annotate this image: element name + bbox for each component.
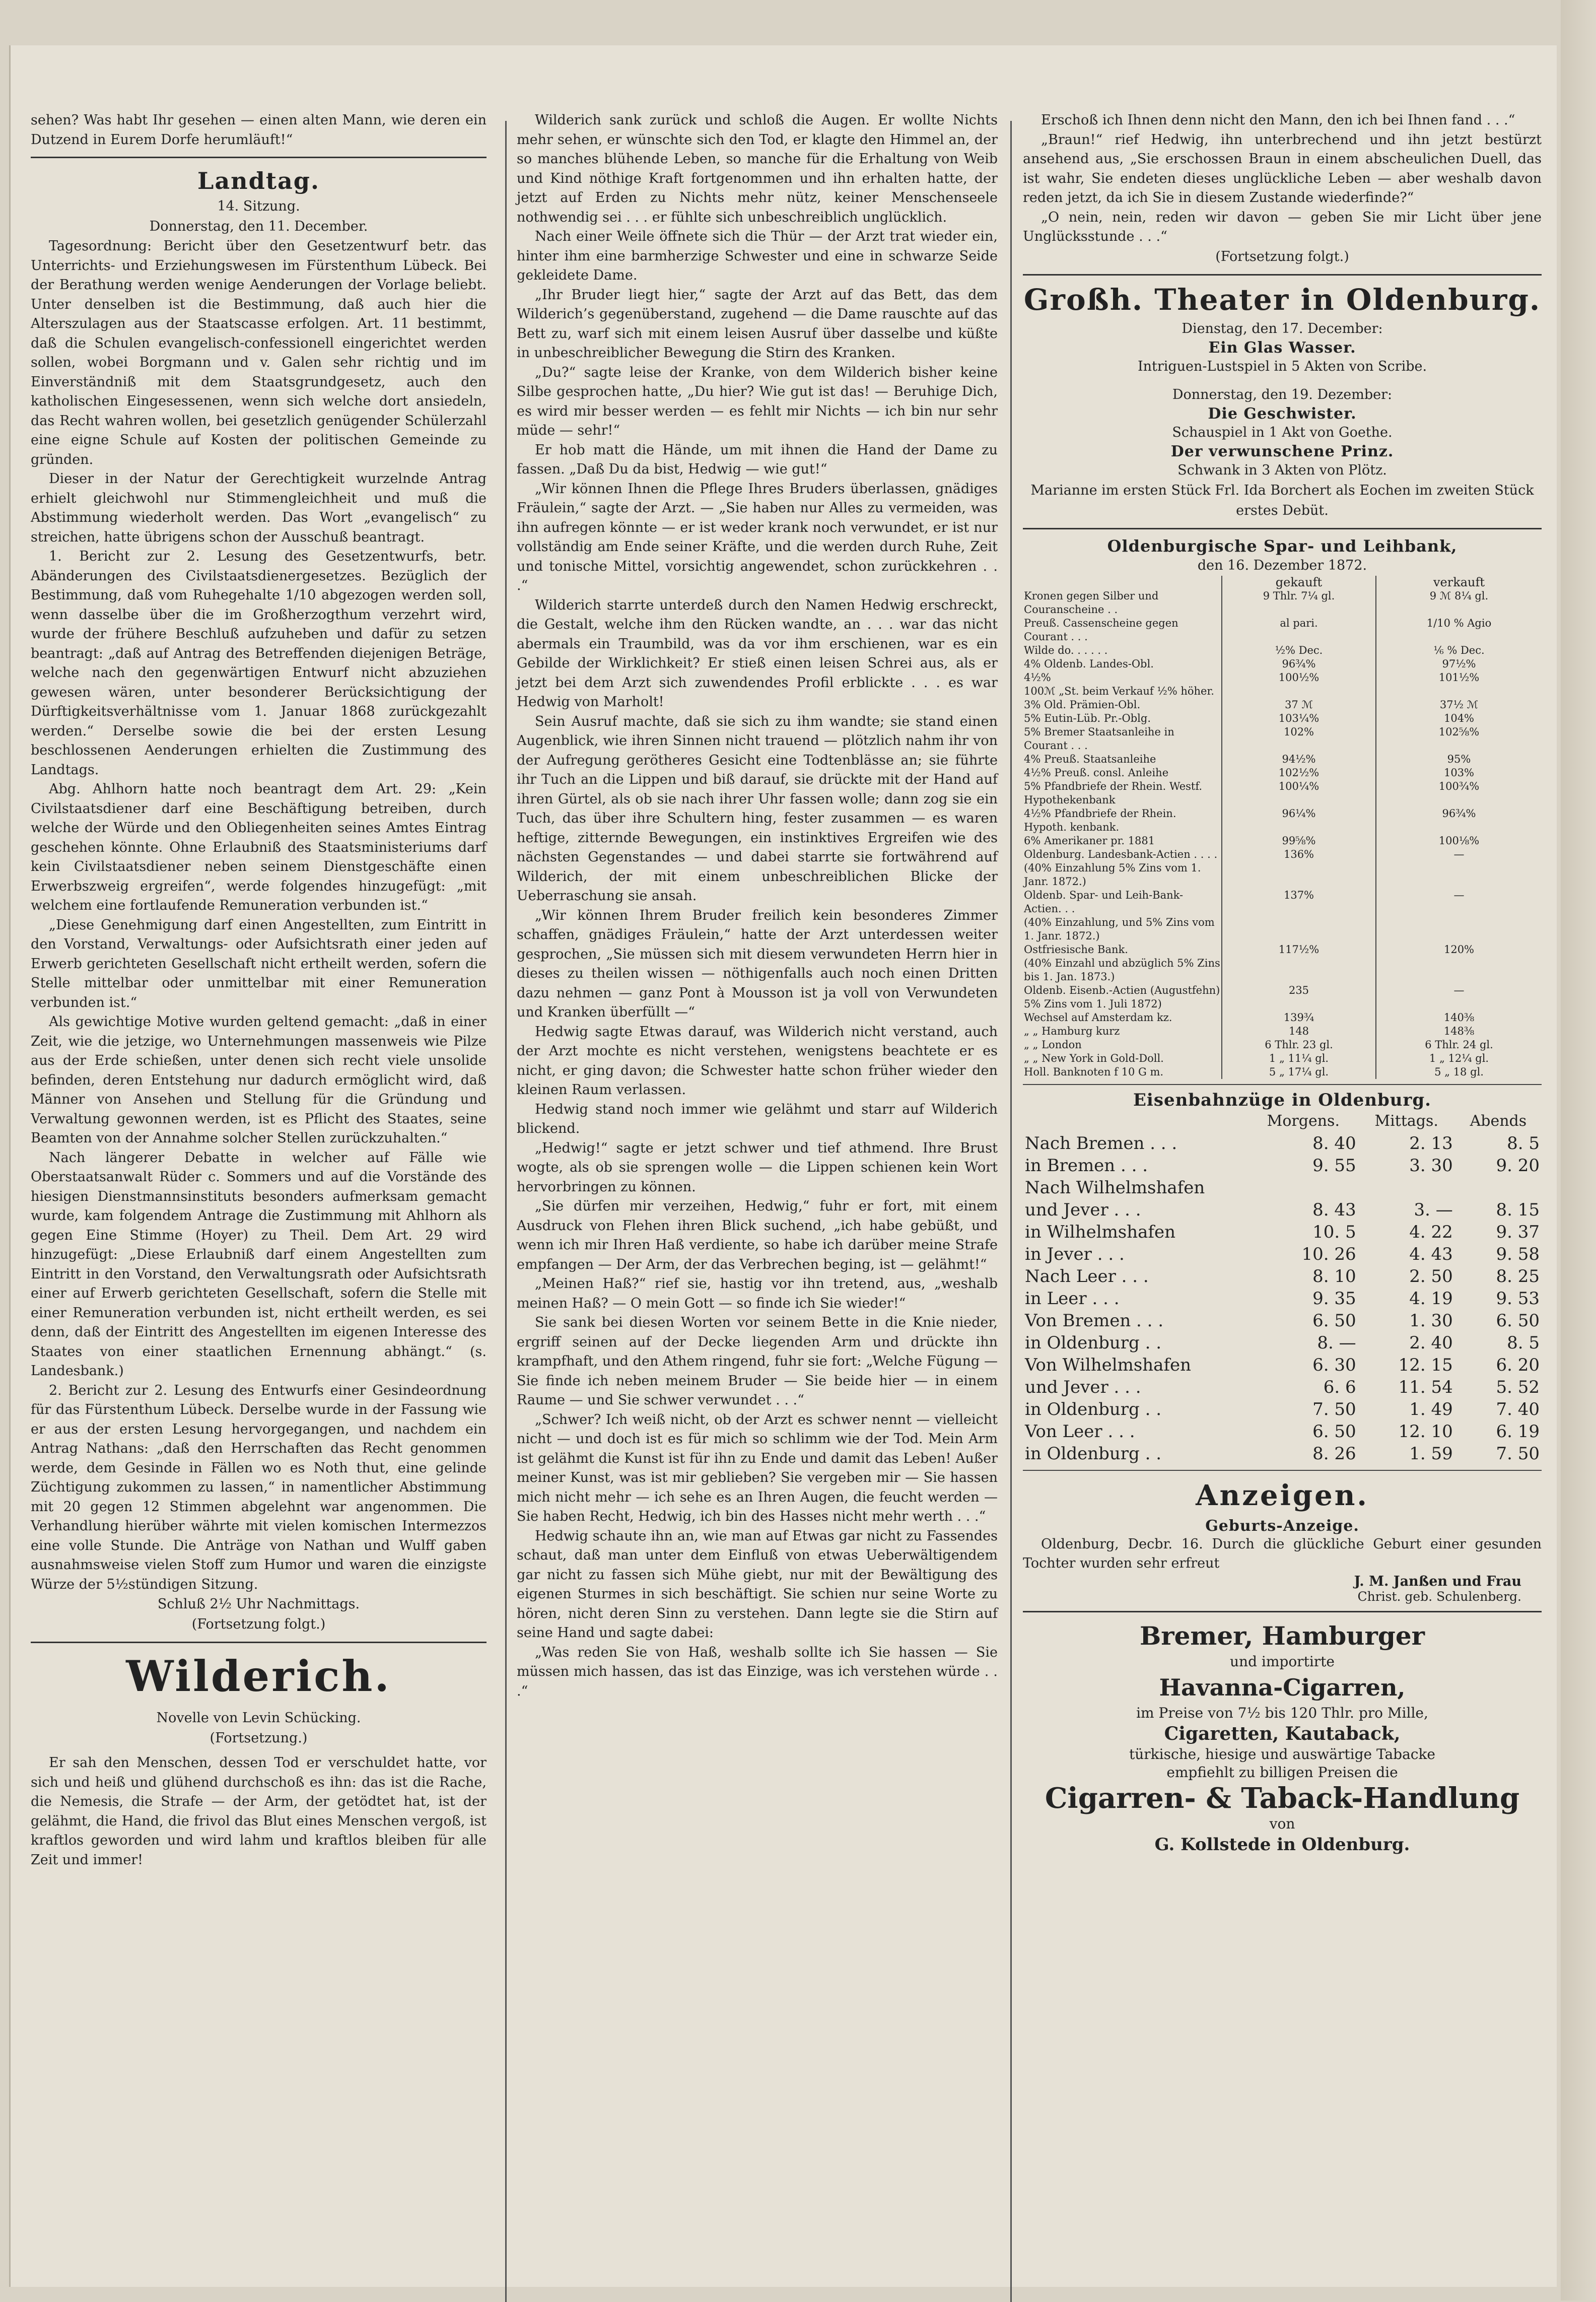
bank-rate-row [1023, 1025, 1542, 1038]
bank-bought-rate: 139¾ [1222, 1011, 1376, 1025]
novel-paragraph: Sie sank bei diesen Worten vor seinem Bette in die Knie nieder, ergriff seinen auf der Decke liegenden Arm und drückte ihn krampfhaft, und den Athem ringend, fuhr sie fort: „Welche Fügung — Sie finde ich neben meinem Bruder — Sie beide hier — in einem Raume — und Sie schwer verwundet . . .“ [517, 1315, 998, 1408]
bank-rate-row [1023, 657, 1542, 671]
bank-rate-row [1023, 589, 1542, 617]
novel-byline: Novelle von Levin Schücking. [156, 1710, 361, 1726]
train-row [1023, 1332, 1542, 1354]
bank-security-name: (40% Einzahl und abzüglich 5% Zins bis 1. Jan. 1873.) [1023, 957, 1222, 984]
train-row [1023, 1420, 1542, 1443]
novel-paragraph: „Hedwig!“ sagte er jetzt schwer und tief athmend. Ihre Brust wogte, als ob sie sprengen wolle — die Lippen schienen kein Wort hervorbringen zu können. [517, 1140, 998, 1195]
landtag-paragraph: 2. Bericht zur 2. Lesung des Entwurfs einer Gesindeordnung für das Fürstenthum Lübeck. Derselbe wurde in der Fassung wie er aus der ersten Lesung hervorgegangen, und nachdem ein Antrag Nathans: „daß den Herrschaften das Recht genommen werde, dem Gesinde in Fällen wo es Noth thut, eine gelinde Züchtigung zukommen zu lassen,“ in namentlicher Abstimmung mit 20 gegen 12 Stimmen abgelehnt war angenommen. Die Verhandlung hierüber währte mit vielen komischen Intermezzos eine volle Stunde. Die Anträge von Nathan und Wulff gaben ausnahmsweise vielen Stoff zum Humor und waren die einzigste Würze der 5½stündigen Sitzung. [31, 1382, 487, 1592]
train-time-morning: 8. 10 [1312, 1266, 1356, 1287]
landtag-title: Landtag. [197, 167, 320, 194]
bank-rate-row [1023, 671, 1542, 685]
landtag-paragraph: 1. Bericht zur 2. Lesung des Gesetzentwurfs, betr. Abänderungen des Civilstaatsdienergesetzes. Bezüglich der Bestimmung, daß vom Ruhegehalte 1/10 abgezogen werden soll, wenn dasselbe über die im Großherzogthum verzehrt wird, wurde der frühere Beschluß aufzuheben und dafür zu setzen beantragt: „daß auf Antrag des Betreffenden diejenigen Beträge, welche nach den gegenwärtigen Entwurf nicht abzuziehen gewesen wären, unter besonderer Berücksichtigung der Dürftigkeitsverhältnisse vom 1. Januar 1868 zurückgezahlt werden.“ Derselbe sowie die bei der ersten Lesung beschlossenen Aenderungen erhielten die Zustimmung des Landtags. [31, 549, 487, 778]
bank-security-name: (40% Einzahlung 5% Zins vom 1. Janr. 1872.) [1023, 861, 1222, 889]
theater-date-1: Dienstag, den 17. December: [1182, 320, 1383, 336]
train-row [1023, 1398, 1542, 1420]
train-header-morning: Morgens. [1267, 1112, 1340, 1130]
train-time-evening: 9. 58 [1496, 1244, 1540, 1264]
bank-rate-row [1023, 1011, 1542, 1025]
bank-date: den 16. Dezember 1872. [1197, 557, 1367, 573]
bank-bought-rate: 235 [1222, 984, 1376, 1011]
train-time-evening [1455, 1177, 1542, 1199]
novel-paragraph: „Meinen Haß?“ rief sie, hastig vor ihn tretend, aus, „weshalb meinen Haß? — O mein Gott — so finde ich Sie wieder!“ [517, 1276, 998, 1311]
train-time-noon: 4. 22 [1409, 1222, 1453, 1242]
theater-play-1: Ein Glas Wasser. [1208, 338, 1356, 357]
novel-continued: (Fortsetzung folgt.) [1215, 248, 1349, 264]
section-rule [1023, 1611, 1542, 1612]
bank-security-name: 3% Old. Prämien-Obl. [1023, 698, 1222, 712]
train-station: Nach Leer . . . [1025, 1266, 1149, 1287]
bank-sold-rate: 140⅜ [1443, 1011, 1475, 1024]
novel-paragraph: Erschoß ich Ihnen denn nicht den Mann, den ich bei Ihnen fand . . .“ [1041, 112, 1515, 128]
bank-security-name: Oldenb. Eisenb.-Actien (Augustfehn) 5% Zins vom 1. Juli 1872) [1023, 984, 1222, 1011]
cigar-ad-line: von [1269, 1815, 1295, 1832]
bank-bought-rate [1222, 685, 1376, 698]
bank-rate-row [1023, 957, 1542, 984]
train-time-evening: 7. 50 [1496, 1443, 1540, 1464]
novel-paragraph: „Du?“ sagte leise der Kranke, von dem Wilderich bisher keine Silbe gesprochen hatte, „Du hier? Wie gut ist das! — Beruhige Dich, es wird mir besser werden — es fehlt mir Nichts — ich bin nur sehr müde — sehr!“ [517, 364, 998, 438]
train-station: in Oldenburg . . [1025, 1443, 1162, 1464]
bank-rate-row [1023, 889, 1542, 916]
bank-rate-row [1023, 807, 1542, 834]
theater-play-2-desc: Schauspiel in 1 Akt von Goethe. [1172, 424, 1393, 440]
landtag-closing: Schluß 2½ Uhr Nachmittags. [157, 1596, 360, 1612]
novel-paragraph: Er hob matt die Hände, um mit ihnen die Hand der Dame zu fassen. „Daß Du da bist, Hedwig — wie gut!“ [517, 442, 998, 477]
train-time-morning: 7. 50 [1312, 1399, 1356, 1419]
novel-continuation-note: (Fortsetzung.) [210, 1730, 308, 1746]
bank-security-name: 4½% [1023, 671, 1222, 685]
bank-sold-rate: 9 ℳ 8¼ gl. [1429, 589, 1489, 602]
train-time-morning: 8. 43 [1312, 1199, 1356, 1220]
theater-play-3: Der verwunschene Prinz. [1170, 442, 1394, 460]
ads-title: Anzeigen. [1196, 1478, 1369, 1512]
bank-sold-rate [1376, 685, 1542, 698]
train-station: Nach Wilhelmshafen [1025, 1177, 1205, 1198]
bank-sold-rate: 5 „ 18 gl. [1434, 1065, 1484, 1078]
train-row [1023, 1199, 1542, 1221]
bank-bought-rate: 102% [1222, 725, 1376, 753]
novel-paragraph: „Ihr Bruder liegt hier,“ sagte der Arzt auf das Bett, das dem Wilderich’s gegenüberstand, zugehend — die Dame rauschte auf das Bett zu, warf sich mit einem leisen Ausruf über dasselbe und küßte in unbeschreiblicher Bewegung die Stirn des Kranken. [517, 287, 998, 361]
bank-bought-rate: 99⅝% [1222, 834, 1376, 848]
landtag-paragraph: Tagesordnung: Bericht über den Gesetzentwurf betr. das Unterrichts- und Erziehungswesen im Fürstenthum Lübeck. Bei der Berathung werden wenige Aenderungen der Vorlage beliebt. Unter denselben ist die Bestimmung, daß auch hier die Alterszulagen aus der Staatscasse erfolgen. Art. 11 bestimmt, daß die Schulen evangelisch-confessionell eingerichtet werden sollen, wobei Borgmann und v. Galen sehr richtig und im Einverständniß mit dem Staatsgrundgesetz, auch den katholischen Eingesessenen, wenn sich welche dort ansiedeln, das Recht wahren wollen, bei gesetzlich genügender Schülerzahl eine eigne Schule auf Kosten der politischen Gemeinde zu gründen. [31, 238, 487, 467]
section-rule [1023, 528, 1542, 529]
lead-in-text: sehen? Was habt Ihr gesehen — einen alten Mann, wie deren ein Dutzend in Eurem Dorfe herumläuft!“ [31, 112, 487, 148]
bank-bought-rate: ½% Dec. [1222, 644, 1376, 657]
section-rule [1023, 1084, 1542, 1085]
train-time-morning: 10. 26 [1301, 1244, 1356, 1264]
bank-bought-rate: 37 ℳ [1222, 698, 1376, 712]
cigar-ad-line: Bremer, Hamburger [1140, 1620, 1425, 1651]
train-time-noon: 1. 30 [1409, 1310, 1453, 1331]
bank-bought-rate: 100¼% [1222, 780, 1376, 807]
column-2 [517, 111, 998, 1701]
bank-security-name: Holl. Banknoten f 10 G m. [1023, 1065, 1222, 1079]
bank-bought-rate: 96¾% [1222, 657, 1376, 671]
novel-paragraph: „Was reden Sie von Haß, weshalb sollte ich Sie hassen — Sie müssen mich hassen, das ist das Einzige, was ich verstehen würde . . .“ [517, 1644, 998, 1699]
novel-paragraph: Sein Ausruf machte, daß sie sich zu ihm wandte; sie stand einen Augenblick, wie ihren Sinnen nicht trauend — plötzlich nahm ihr von der Aufregung gerötheres Gesicht eine Todtenblässe an; sie führte ihr Tuch an die Lippen und biß darauf, sie drückte mit der Hand auf ihren Gürtel, als ob sie nach ihrer Uhr fassen wolle; dann zog sie ein Tuch, das über ihre Schultern hing, fester zusammen — es waren heftige, zitternde Bewegungen, ein instinktives Ergreifen wie des nächsten Gegenstandes — und dabei starrte sie fortwährend auf Wilderich, der mit einem unbeschreiblichen Blicke der Ueberraschung sie ansah. [517, 713, 998, 904]
cigar-ad-line: G. Kollstede in Oldenburg. [1154, 1834, 1410, 1855]
train-station: Von Leer . . . [1025, 1421, 1135, 1442]
bank-bought-rate: 136% [1222, 848, 1376, 861]
bank-bought-rate: 94½% [1222, 753, 1376, 766]
bank-sold-rate: — [1453, 848, 1465, 860]
bank-sold-rate: 102⅝% [1438, 725, 1480, 738]
bank-bought-rate: 100½% [1222, 671, 1376, 685]
bank-security-name: Wechsel auf Amsterdam kz. [1023, 1011, 1222, 1025]
bank-rates [1023, 536, 1542, 1079]
bank-bought-rate: 5 „ 17¼ gl. [1222, 1065, 1376, 1079]
bank-security-name: „ „ New York in Gold-Doll. [1023, 1052, 1222, 1065]
bank-rate-row [1023, 780, 1542, 807]
novel-paragraph: „O nein, nein, reden wir davon — geben Sie mir Licht über jene Unglücksstunde . . .“ [1023, 209, 1542, 244]
section-rule [1023, 1470, 1542, 1471]
train-row [1023, 1443, 1542, 1465]
bank-bought-rate: 1 „ 11¼ gl. [1222, 1052, 1376, 1065]
train-time-noon: 2. 50 [1409, 1266, 1453, 1287]
cigar-ad-line: türkische, hiesige und auswärtige Tabacke [1129, 1745, 1435, 1763]
train-row [1023, 1221, 1542, 1243]
birth-notice-text: Oldenburg, Decbr. 16. Durch die glückliche Geburt einer gesunden Tochter wurden sehr erfreut [1023, 1536, 1542, 1571]
bank-bought-rate [1222, 916, 1376, 943]
train-time-noon: 3. — [1414, 1199, 1453, 1220]
train-row [1023, 1132, 1542, 1155]
bank-security-name: 5% Pfandbriefe der Rhein. Westf. Hypothekenbank [1023, 780, 1222, 807]
cigar-ad-line: Havanna-Cigarren, [1159, 1673, 1406, 1701]
bank-security-name: Oldenburg. Landesbank-Actien . . . . [1023, 848, 1222, 861]
train-row [1023, 1376, 1542, 1398]
train-time-noon: 2. 13 [1409, 1133, 1453, 1154]
birth-notice-signature-2: Christ. geb. Schulenberg. [1357, 1589, 1521, 1604]
bank-header-bought: gekauft [1222, 576, 1376, 589]
novel-paragraph: „Sie dürfen mir verzeihen, Hedwig,“ fuhr er fort, mit einem Ausdruck von Flehen ihren Blick suchend, „ich habe gebüßt, und wenn ich mir Ihren Haß verdiente, so habe ich darüber meine Strafe empfangen — Der Arm, der das Verbrechen beging, ist — gelähmt!“ [517, 1198, 998, 1272]
bank-sold-rate: 104% [1443, 712, 1475, 724]
train-station: Von Wilhelmshafen [1025, 1355, 1192, 1375]
train-station: in Bremen . . . [1025, 1155, 1148, 1176]
page-edge-strip [1561, 0, 1596, 2300]
landtag-paragraph: „Diese Genehmigung darf einen Angestellten, zum Eintritt in den Vorstand, Verwaltungs- oder Aufsichtsrath einer jeden auf Erwerb gerichteten Gesellschaft nicht ertheilt werden, sofern die Stelle mittelbar oder unmittelbar mit einer Remuneration verbunden ist.“ [31, 917, 487, 1010]
train-time-evening: 9. 37 [1496, 1222, 1540, 1242]
bank-security-name: 4% Oldenb. Landes-Obl. [1023, 657, 1222, 671]
theater-play-2: Die Geschwister. [1208, 404, 1357, 423]
bank-sold-rate: 120% [1443, 943, 1475, 956]
bank-sold-rate: 148⅜ [1443, 1025, 1475, 1037]
novel-paragraph: Wilderich starrte unterdeß durch den Namen Hedwig erschreckt, die Gestalt, welche ihm den Rücken wandte, an . . . war das nicht abermals ein Traumbild, was da vor ihm erschienen, war es ein Gebilde der Wirklichkeit? Er stieß einen leisen Schrei aus, als er jetzt bei dem Arzt sich zuwendendes Profil erblickte . . . es war Hedwig von Marholt! [517, 597, 998, 710]
bank-bought-rate: 96¼% [1222, 807, 1376, 834]
bank-bought-rate [1222, 957, 1376, 984]
bank-sold-rate [1376, 916, 1542, 943]
train-time-morning: 9. 55 [1312, 1155, 1356, 1176]
bank-rate-row [1023, 685, 1542, 698]
bank-security-name: (40% Einzahlung, und 5% Zins vom 1. Janr. 1872.) [1023, 916, 1222, 943]
novel-paragraph: „Schwer? Ich weiß nicht, ob der Arzt es schwer nennt — vielleicht nicht — und doch ist es für mich so schlimm wie der Tod. Mein Arm ist gelähmt die Kunst ist für ihn zu Ende und damit das Leben! Außer meiner Kunst, was ist mir geblieben? Sie vergeben mir — Sie hassen mich nicht mehr — ich sehe es an Ihren Augen, die feucht werden — Sie haben Recht, Hedwig, ich bin des Hasses nicht mehr werth . . .“ [517, 1411, 998, 1524]
bank-security-name: Wilde do. . . . . . [1023, 644, 1222, 657]
bank-rate-rows [1023, 589, 1542, 1079]
landtag-session: 14. Sitzung. [217, 198, 300, 214]
bank-sold-rate: 95% [1447, 753, 1471, 765]
bank-bought-rate: 137% [1222, 889, 1376, 916]
landtag-paragraph: Abg. Ahlhorn hatte noch beantragt dem Art. 29: „Kein Civilstaatsdiener darf eine Beschäftigung betreiben, durch welche der Würde und den Obliegenheiten seines Amtes Eintrag geschehen könnte. Ohne Erlaubniß des Staatsministeriums darf kein Civilstaatsdiener neben seinem Dienstgeschäfte einen Erwerbszweig ergreifen“, werde folgendes hinzugefügt: „mit welchem eine fortlaufende Remuneration verbunden ist.“ [31, 781, 487, 913]
train-time-noon: 12. 10 [1398, 1421, 1453, 1442]
bank-rate-row [1023, 644, 1542, 657]
train-station: in Jever . . . [1025, 1244, 1125, 1264]
bank-rate-row [1023, 698, 1542, 712]
novel-paragraph: Hedwig sagte Etwas darauf, was Wilderich nicht verstand, auch der Arzt mochte es nicht verstehen, wenigstens beachtete er es nicht, er ging davon; die Schwester hatte schon früher wieder den kleinen Raum verlassen. [517, 1024, 998, 1098]
bank-rate-row [1023, 1065, 1542, 1079]
train-station: in Leer . . . [1025, 1288, 1120, 1309]
bank-sold-rate: 103% [1443, 766, 1475, 779]
train-row [1023, 1265, 1542, 1288]
bank-rate-row [1023, 1038, 1542, 1052]
bank-sold-rate: 100⅛% [1438, 834, 1480, 847]
train-time-evening: 8. 5 [1507, 1332, 1540, 1353]
section-rule [31, 1642, 487, 1643]
column-divider [505, 121, 507, 2302]
bank-security-name: „ „ Hamburg kurz [1023, 1025, 1222, 1038]
landtag-paragraph: Nach längerer Debatte in welcher auf Fälle wie Oberstaatsanwalt Rüder c. Sommers und auf die Vorstände des hiesigen Dienstmannsinstituts besonders aufmerksam gemacht wurde, kam folgendem Antrage die Zustimmung mit Ahlhorn als gegen Eine Stimme (Hoyer) zu Theil. Dem Art. 29 wird hinzugefügt: „Diese Erlaubniß darf einem Angestellten zum Eintritt in den Vorstand, den Verwaltungsrath oder Aufsichtsrath einer auf Erwerb gerichteten Gesellschaft, sofern die Stelle mit einer Remuneration verbunden ist, nicht ertheilt werden, es sei denn, daß der Eintritt des Angestellten im eigenen Interesse des Staates von einer staatlichen Ernennung abhängt.“ (s. Landesbank.) [31, 1149, 487, 1379]
bank-rate-table [1023, 576, 1542, 1079]
novel-paragraph: Wilderich sank zurück und schloß die Augen. Er wollte Nichts mehr sehen, er wünschte sich den Tod, er klagte den Himmel an, der so manches blühende Leben, so manche für die Erhaltung von Weib und Kind nöthige Kraft fortgenommen und ihn erhalten hatte, der jetzt auf Erden zu Nichts mehr nütz, keiner Menschenseele nothwendig sei . . . er fühlte sich unbeschreiblich unglücklich. [517, 112, 998, 225]
train-time-noon: 4. 43 [1409, 1244, 1453, 1264]
train-time-morning [1248, 1177, 1358, 1199]
train-time-evening: 6. 20 [1496, 1355, 1540, 1375]
bank-security-name: 4½% Pfandbriefe der Rhein. Hypoth. kenbank. [1023, 807, 1222, 834]
bank-bought-rate [1222, 861, 1376, 889]
theater-announcement [1023, 283, 1542, 521]
train-time-noon: 12. 15 [1398, 1355, 1453, 1375]
bank-sold-rate: — [1453, 889, 1465, 901]
bank-rate-row [1023, 766, 1542, 780]
novel-paragraph: Nach einer Weile öffnete sich die Thür — der Arzt trat wieder ein, hinter ihm eine barmherzige Schwester und eine in schwarze Seide gekleidete Dame. [517, 229, 998, 283]
train-row [1023, 1155, 1542, 1177]
train-header-noon: Mittags. [1374, 1112, 1438, 1130]
train-time-morning: 8. 40 [1312, 1133, 1356, 1154]
landtag-paragraph: Als gewichtige Motive wurden geltend gemacht: „daß in einer Zeit, wie die jetzige, wo Unternehmungen massenweis wie Pilze aus der Erde schießen, unter denen sich recht viele unsolide befinden, deren Entstehung nur dadurch ermöglicht wird, daß Männer von Ansehen und Stellung für die Gründung und Verwaltung gewonnen werden, ist es Pflicht des Staates, seine Beamten von der Annahme solcher Stellen zurückzuhalten.“ [31, 1014, 487, 1146]
bank-bought-rate: 6 Thlr. 23 gl. [1222, 1038, 1376, 1052]
train-header-evening: Abends [1470, 1112, 1527, 1130]
train-time-morning: 8. — [1317, 1332, 1356, 1353]
train-header-station [1023, 1110, 1248, 1132]
train-station: und Jever . . . [1025, 1377, 1141, 1397]
novel-paragraph: Hedwig stand noch immer wie gelähmt und starr auf Wilderich blickend. [517, 1101, 998, 1136]
advertisements [1023, 1479, 1542, 1856]
bank-rate-row [1023, 753, 1542, 766]
bank-bought-rate: 103¼% [1222, 712, 1376, 725]
train-station: in Oldenburg . . [1025, 1399, 1162, 1419]
bank-sold-rate: 97½% [1442, 657, 1476, 670]
train-time-morning: 10. 5 [1312, 1222, 1356, 1242]
train-time-evening: 6. 19 [1496, 1421, 1540, 1442]
bank-sold-rate: 6 Thlr. 24 gl. [1425, 1038, 1493, 1051]
train-time-morning: 6. 6 [1323, 1377, 1356, 1397]
train-row [1023, 1354, 1542, 1376]
cigar-ad-line: und importirte [1230, 1653, 1335, 1670]
birth-notice-title: Geburts-Anzeige. [1205, 1517, 1359, 1535]
bank-sold-rate: — [1453, 984, 1465, 996]
bank-rate-row [1023, 834, 1542, 848]
bank-rate-row [1023, 617, 1542, 644]
cigar-ad-line: Cigaretten, Kautaback, [1164, 1723, 1401, 1744]
bank-security-name: Oldenb. Spar- und Leih-Bank-Actien. . . [1023, 889, 1222, 916]
section-rule [31, 157, 487, 158]
novel-title: Wilderich. [126, 1651, 391, 1701]
train-schedule [1023, 1090, 1542, 1465]
landtag-continued: (Fortsetzung folgt.) [191, 1616, 326, 1632]
novel-paragraph: „Wir können Ihnen die Pflege Ihres Bruders überlassen, gnädiges Fräulein,“ sagte der Arzt. — „Sie haben nur Alles zu vermeiden, was ihn aufregen könnte — er ist weder krank noch verwundet, er ist nur vollständig am Ende seiner Kräfte, und die werden durch Ruhe, Zeit und tonische Mittel, vorsichtig angewendet, schon zurückkehren . . .“ [517, 481, 998, 593]
bank-sold-rate [1376, 861, 1542, 889]
train-time-noon: 11. 54 [1398, 1377, 1453, 1397]
bank-security-name: „ „ London [1023, 1038, 1222, 1052]
train-time-noon: 4. 19 [1409, 1288, 1453, 1309]
theater-play-3-desc: Schwank in 3 Akten von Plötz. [1177, 462, 1387, 478]
train-time-evening: 7. 40 [1496, 1399, 1540, 1419]
train-time-morning: 8. 26 [1312, 1443, 1356, 1464]
cigar-ad-line: im Preise von 7½ bis 120 Thlr. pro Mille, [1136, 1704, 1428, 1721]
bank-title: Oldenburgische Spar- und Leihbank, [1107, 536, 1458, 556]
train-time-morning: 6. 50 [1312, 1310, 1356, 1331]
section-rule [1023, 274, 1542, 276]
train-station: in Wilhelmshafen [1025, 1222, 1176, 1242]
train-row [1023, 1243, 1542, 1265]
bank-security-name: 4½% Preuß. consl. Anleihe [1023, 766, 1222, 780]
bank-rate-row [1023, 916, 1542, 943]
train-time-evening: 6. 50 [1496, 1310, 1540, 1331]
landtag-paragraph: Dieser in der Natur der Gerechtigkeit wurzelnde Antrag erhielt gleichwohl nur Stimmengleichheit und muß die Abstimmung wiederholt werden. Das Wort „evangelisch“ zu streichen, hatte übrigens schon der Ausschuß beantragt. [31, 471, 487, 545]
bank-header-sold: verkauft [1433, 575, 1485, 589]
train-time-evening: 8. 25 [1496, 1266, 1540, 1287]
bank-security-name: Kronen gegen Silber und Couranscheine . . [1023, 589, 1222, 617]
train-station: Von Bremen . . . [1025, 1310, 1164, 1331]
train-row [1023, 1288, 1542, 1310]
bank-sold-rate: ⅙ % Dec. [1433, 644, 1485, 656]
bank-security-name: 5% Bremer Staatsanleihe in Courant . . . [1023, 725, 1222, 753]
bank-rate-row [1023, 848, 1542, 861]
train-title: Eisenbahnzüge in Oldenburg. [1133, 1090, 1431, 1110]
train-time-evening: 9. 53 [1496, 1288, 1540, 1309]
train-time-morning: 9. 35 [1312, 1288, 1356, 1309]
train-time-morning: 6. 50 [1312, 1421, 1356, 1442]
theater-play-1-desc: Intriguen-Lustspiel in 5 Akten von Scribe. [1137, 358, 1427, 374]
train-time-evening: 8. 5 [1507, 1133, 1540, 1154]
train-time-noon: 1. 59 [1409, 1443, 1453, 1464]
bank-sold-rate: 96¾% [1442, 807, 1476, 820]
novel-paragraph: Er sah den Menschen, dessen Tod er verschuldet hatte, vor sich und heiß und glühend durchschoß es ihn: das ist die Rache, die Nemesis, die Strafe — der Arm, der getödtet hat, ist der gelähmt, die Hand, die frivol das Blut eines Menschen vergoß, ist kraftlos geworden und wird lahm und kraftlos bleiben für alle Zeit und immer! [31, 1755, 487, 1868]
bank-bought-rate: 148 [1222, 1025, 1376, 1038]
train-table [1023, 1110, 1542, 1465]
bank-sold-rate: 100¾% [1438, 780, 1480, 792]
theater-date-2: Donnerstag, den 19. Dezember: [1172, 386, 1393, 402]
bank-security-name: Preuß. Cassenscheine gegen Courant . . . [1023, 617, 1222, 644]
train-row [1023, 1177, 1542, 1199]
train-time-noon: 2. 40 [1409, 1332, 1453, 1353]
bank-sold-rate: 37½ ℳ [1439, 698, 1479, 711]
train-time-noon: 1. 49 [1409, 1399, 1453, 1419]
bank-rate-row [1023, 984, 1542, 1011]
bank-bought-rate: 117½% [1222, 943, 1376, 957]
bank-rate-row [1023, 943, 1542, 957]
bank-sold-rate: 101½% [1438, 671, 1480, 684]
bank-sold-rate [1376, 957, 1542, 984]
bank-security-name: 100ℳ „St. beim Verkauf ½% höher. [1023, 685, 1222, 698]
bank-bought-rate: 9 Thlr. 7¼ gl. [1222, 589, 1376, 617]
train-time-noon [1358, 1177, 1455, 1199]
train-time-noon: 3. 30 [1409, 1155, 1453, 1176]
bank-sold-rate: 1 „ 12¼ gl. [1429, 1052, 1489, 1064]
bank-rate-row [1023, 712, 1542, 725]
cigar-ad-line: Cigarren- & Taback-Handlung [1045, 1781, 1520, 1815]
train-station: Nach Bremen . . . [1025, 1133, 1177, 1154]
bank-security-name: 6% Amerikaner pr. 1881 [1023, 834, 1222, 848]
landtag-date: Donnerstag, den 11. December. [149, 219, 368, 234]
column-1 [31, 111, 487, 1870]
cigar-ad-line: empfiehlt zu billigen Preisen die [1166, 1764, 1398, 1781]
newspaper-page [9, 45, 1557, 2287]
theater-cast-note: Marianne im ersten Stück Frl. Ida Borchert als Eochen im zweiten Stück erstes Debüt. [1030, 482, 1534, 518]
bank-security-name: Ostfriesische Bank. [1023, 943, 1222, 957]
novel-paragraph: „Braun!“ rief Hedwig, ihn unterbrechend und ihn jetzt bestürzt ansehend aus, „Sie erschossen Braun in einem abscheulichen Duell, das ist wahr, Sie endeten dieses unglückliche Leben — aber weshalb davon reden jetzt, da ich Sie in diesem Zustande wiederfinde?“ [1023, 131, 1542, 206]
train-row [1023, 1310, 1542, 1332]
novel-paragraph: „Wir können Ihrem Bruder freilich kein besonderes Zimmer schaffen, gnädiges Fräulein,“ hatte der Arzt unterdessen weiter gesprochen, „Sie müssen sich mit diesem verwundeten Herrn hier in dieses zu theilen wissen — nöthigenfalls auch noch einen Dritten dazu nehmen — ganz Pont à Mousson ist ja voll von Verwundeten und Kranken überfüllt —“ [517, 907, 998, 1020]
train-station: und Jever . . . [1025, 1199, 1141, 1220]
bank-rate-row [1023, 725, 1542, 753]
train-time-morning: 6. 30 [1312, 1355, 1356, 1375]
bank-rate-row [1023, 1052, 1542, 1065]
bank-bought-rate: al pari. [1222, 617, 1376, 644]
bank-security-name: 5% Eutin-Lüb. Pr.-Oblg. [1023, 712, 1222, 725]
theater-title: Großh. Theater in Oldenburg. [1023, 282, 1541, 317]
birth-notice-signature: J. M. Janßen und Frau [1354, 1573, 1521, 1589]
column-divider [1010, 121, 1012, 2302]
train-time-evening: 5. 52 [1496, 1377, 1540, 1397]
train-time-evening: 8. 15 [1496, 1199, 1540, 1220]
train-rows [1023, 1132, 1542, 1465]
train-time-evening: 9. 20 [1496, 1155, 1540, 1176]
bank-security-name: 4% Preuß. Staatsanleihe [1023, 753, 1222, 766]
bank-rate-row [1023, 861, 1542, 889]
bank-sold-rate: 1/10 % Agio [1426, 617, 1492, 629]
bank-bought-rate: 102½% [1222, 766, 1376, 780]
bank-header-name [1023, 576, 1222, 589]
novel-paragraph: Hedwig schaute ihn an, wie man auf Etwas gar nicht zu Fassendes schaut, daß man unter dem Einfluß von etwas Ueberwältigendem gar nicht zu fassen sich Mühe giebt, nur mit der Bewältigung des eigenen Sturmes in sich beschäftigt. Sie schien nur seine Worte zu hören, nicht deren Sinn zu verstehen. Dann legte sie die Stirn auf seine Hand und sagte dabei: [517, 1528, 998, 1641]
column-3 [1023, 111, 1542, 1856]
train-station: in Oldenburg . . [1025, 1332, 1162, 1353]
